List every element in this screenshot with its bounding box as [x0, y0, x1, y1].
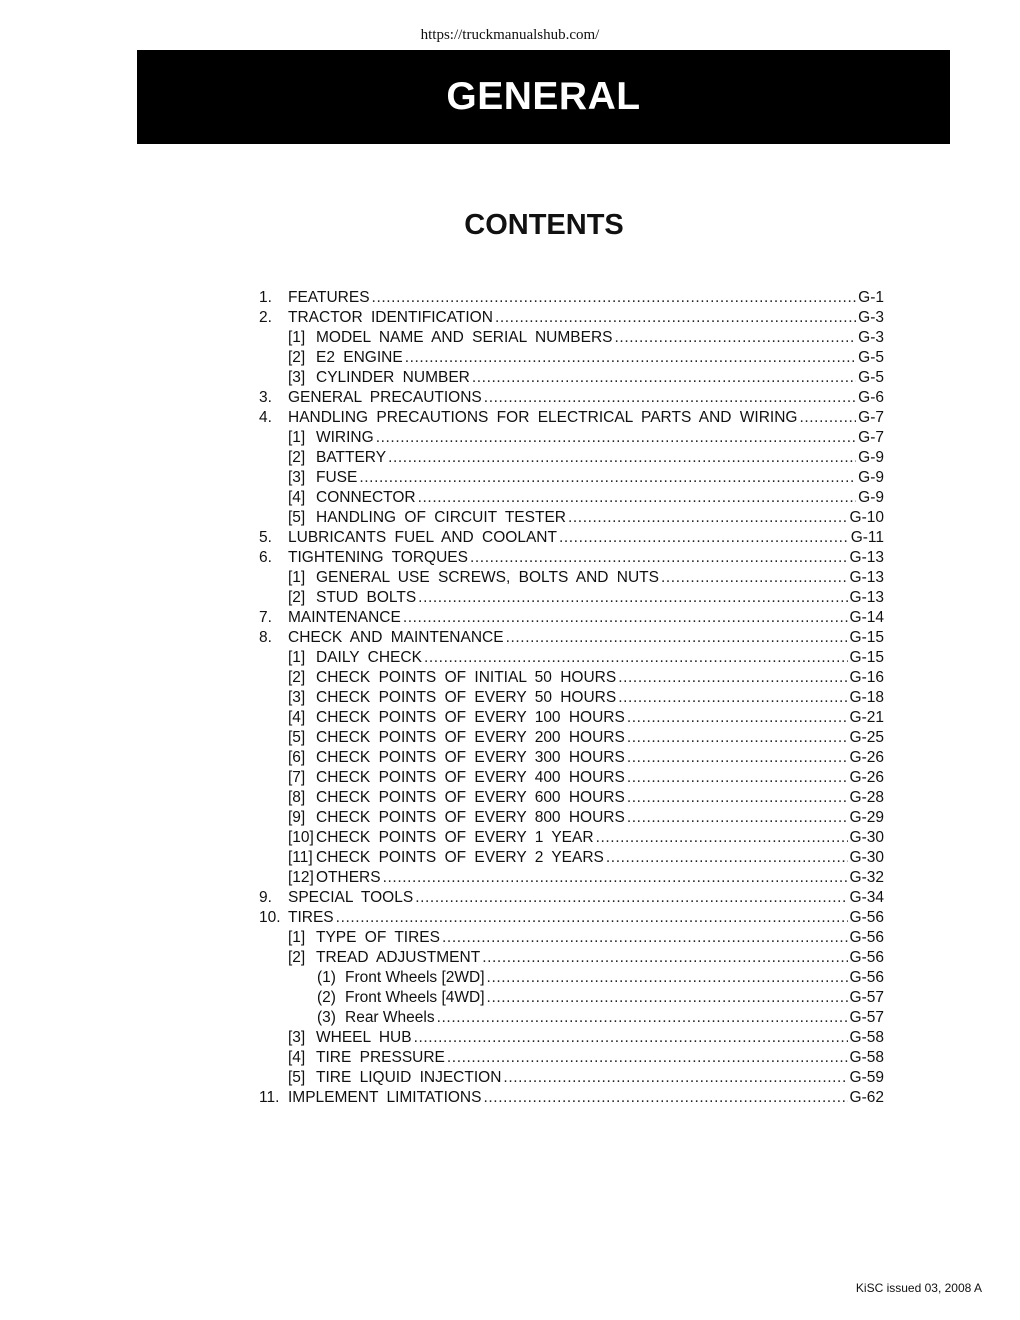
dot-leader: [336, 908, 848, 928]
toc-entry-number: [5]: [288, 729, 306, 746]
dot-leader: [618, 668, 847, 688]
toc-entry[interactable]: [259, 588, 884, 608]
toc-entry-title: Rear Wheels: [345, 1009, 435, 1026]
toc-entry-title: E2 ENGINE: [316, 349, 403, 366]
toc-entry-title: HANDLING OF CIRCUIT TESTER: [316, 509, 566, 526]
dot-leader: [661, 568, 848, 588]
toc-entry-title: MODEL NAME AND SERIAL NUMBERS: [316, 329, 613, 346]
toc-entry-page: G-59: [849, 1069, 884, 1086]
toc-entry-page: G-32: [849, 869, 884, 886]
toc-entry[interactable]: [259, 528, 884, 548]
toc-entry-title: TYPE OF TIRES: [316, 929, 440, 946]
toc-entry-page: G-5: [858, 369, 884, 386]
dot-leader: [424, 648, 848, 668]
dot-leader: [606, 848, 848, 868]
toc-entry-number: [1]: [288, 929, 306, 946]
toc-entry[interactable]: [259, 428, 884, 448]
toc-entry-title: TIRE PRESSURE: [316, 1049, 445, 1066]
dot-leader: [376, 428, 856, 448]
toc-entry[interactable]: [259, 488, 884, 508]
toc-entry-page: G-14: [849, 609, 884, 626]
toc-entry-page: G-58: [849, 1049, 884, 1066]
dot-leader: [487, 968, 848, 988]
toc-entry-page: G-56: [849, 909, 884, 926]
toc-entry-number: [9]: [288, 809, 306, 826]
toc-entry-title: CHECK POINTS OF INITIAL 50 HOURS: [316, 669, 617, 686]
toc-entry-number: 7.: [259, 609, 272, 626]
toc-entry-number: [2]: [288, 349, 306, 366]
dot-leader: [403, 608, 848, 628]
dot-leader: [418, 488, 857, 508]
dot-leader: [503, 1068, 847, 1088]
dot-leader: [359, 468, 856, 488]
toc-entry-title: Front Wheels [4WD]: [345, 989, 485, 1006]
toc-entry-number: [2]: [288, 949, 306, 966]
dot-leader: [495, 308, 856, 328]
toc-entry-number: [7]: [288, 769, 306, 786]
toc-entry-title: DAILY CHECK: [316, 649, 422, 666]
toc-entry-number: [3]: [288, 469, 306, 486]
toc-entry[interactable]: [259, 708, 884, 728]
toc-entry[interactable]: [259, 468, 884, 488]
toc-entry-title: MAINTENANCE: [288, 609, 401, 626]
dot-leader: [472, 368, 856, 388]
toc-entry-title: LUBRICANTS FUEL AND COOLANT: [288, 529, 557, 546]
toc-entry-title: CHECK AND MAINTENANCE: [288, 629, 504, 646]
toc-entry-number: 6.: [259, 549, 272, 566]
toc-entry[interactable]: [259, 1088, 884, 1108]
toc-entry-number: 5.: [259, 529, 272, 546]
toc-entry[interactable]: [259, 548, 884, 568]
toc-entry-number: [2]: [288, 589, 306, 606]
toc-entry-title: IMPLEMENT LIMITATIONS: [288, 1089, 482, 1106]
toc-entry-number: (3): [317, 1009, 336, 1026]
toc-entry-page: G-57: [849, 989, 884, 1006]
toc-entry-page: G-7: [858, 429, 884, 446]
toc-entry-page: G-13: [849, 549, 884, 566]
toc-entry-number: 3.: [259, 389, 272, 406]
toc-entry-page: G-28: [849, 789, 884, 806]
toc-entry-title: OTHERS: [316, 869, 381, 886]
toc-entry-page: G-58: [849, 1029, 884, 1046]
dot-leader: [487, 988, 848, 1008]
toc-entry-number: (2): [317, 989, 336, 1006]
toc-entry[interactable]: [259, 888, 884, 908]
toc-entry-title: BATTERY: [316, 449, 387, 466]
toc-entry[interactable]: [259, 828, 884, 848]
toc-entry[interactable]: [259, 968, 884, 988]
dot-leader: [415, 888, 847, 908]
toc-entry-title: TRACTOR IDENTIFICATION: [288, 309, 493, 326]
dot-leader: [627, 708, 848, 728]
toc-entry[interactable]: [259, 948, 884, 968]
toc-entry-page: G-9: [858, 469, 884, 486]
toc-entry[interactable]: [259, 1028, 884, 1048]
dot-leader: [372, 288, 857, 308]
toc-entry-number: [8]: [288, 789, 306, 806]
toc-entry-title: CHECK POINTS OF EVERY 300 HOURS: [316, 749, 625, 766]
dot-leader: [627, 748, 848, 768]
toc-entry-page: G-13: [849, 569, 884, 586]
toc-entry-title: FUSE: [316, 469, 358, 486]
dot-leader: [383, 868, 848, 888]
toc-entry[interactable]: [259, 728, 884, 748]
toc-entry[interactable]: [259, 688, 884, 708]
toc-entry-page: G-62: [849, 1089, 884, 1106]
toc-entry-title: CHECK POINTS OF EVERY 1 YEAR: [316, 829, 594, 846]
toc-entry[interactable]: [259, 448, 884, 468]
toc-entry-page: G-3: [858, 309, 884, 326]
toc-entry-number: [2]: [288, 669, 306, 686]
toc-entry-number: [3]: [288, 1029, 306, 1046]
toc-entry[interactable]: [259, 288, 884, 308]
toc-entry-number: [6]: [288, 749, 306, 766]
toc-entry-number: [1]: [288, 429, 306, 446]
dot-leader: [483, 1088, 847, 1108]
toc-entry-title: CHECK POINTS OF EVERY 200 HOURS: [316, 729, 625, 746]
dot-leader: [405, 348, 856, 368]
toc-entry-number: [3]: [288, 689, 306, 706]
toc-entry-number: [1]: [288, 329, 306, 346]
toc-entry[interactable]: [259, 908, 884, 928]
toc-entry[interactable]: [259, 928, 884, 948]
toc-entry-title: TIGHTENING TORQUES: [288, 549, 468, 566]
dot-leader: [627, 768, 848, 788]
toc-entry-number: [4]: [288, 709, 306, 726]
toc-entry-title: SPECIAL TOOLS: [288, 889, 414, 906]
toc-entry-page: G-13: [849, 589, 884, 606]
toc-entry-title: CONNECTOR: [316, 489, 416, 506]
toc-entry-number: 10.: [259, 909, 281, 926]
toc-entry-title: CHECK POINTS OF EVERY 400 HOURS: [316, 769, 625, 786]
toc-entry-title: CHECK POINTS OF EVERY 800 HOURS: [316, 809, 625, 826]
toc-entry-page: G-26: [849, 749, 884, 766]
dot-leader: [437, 1008, 848, 1028]
toc-entry[interactable]: [259, 328, 884, 348]
toc-entry[interactable]: [259, 768, 884, 788]
dot-leader: [470, 548, 848, 568]
toc-entry-title: CHECK POINTS OF EVERY 100 HOURS: [316, 709, 625, 726]
toc-entry-number: [10]: [288, 829, 314, 846]
dot-leader: [418, 588, 847, 608]
section-title: GENERAL: [446, 75, 641, 118]
toc-entry-number: [12]: [288, 869, 314, 886]
dot-leader: [482, 948, 847, 968]
toc-entry[interactable]: [259, 868, 884, 888]
toc-entry-title: FEATURES: [288, 289, 370, 306]
toc-entry-page: G-57: [849, 1009, 884, 1026]
toc-entry-page: G-9: [858, 489, 884, 506]
toc-entry[interactable]: [259, 408, 884, 428]
toc-entry-number: [3]: [288, 369, 306, 386]
section-banner: [137, 50, 950, 144]
toc-entry[interactable]: [259, 848, 884, 868]
toc-entry-number: [4]: [288, 489, 306, 506]
dot-leader: [627, 788, 848, 808]
toc-entry-page: G-30: [849, 829, 884, 846]
dot-leader: [568, 508, 848, 528]
toc-entry-page: G-18: [849, 689, 884, 706]
toc-entry-page: G-34: [849, 889, 884, 906]
toc-entry-number: (1): [317, 969, 336, 986]
toc-entry-title: CHECK POINTS OF EVERY 2 YEARS: [316, 849, 604, 866]
toc-entry-page: G-9: [858, 449, 884, 466]
toc-entry-page: G-6: [858, 389, 884, 406]
toc-entry-number: [5]: [288, 1069, 306, 1086]
toc-entry-title: WIRING: [316, 429, 374, 446]
issue-footer: KiSC issued 03, 2008 A: [855, 1281, 982, 1295]
toc-entry[interactable]: [259, 788, 884, 808]
toc-entry[interactable]: [259, 1048, 884, 1068]
toc-entry-page: G-3: [858, 329, 884, 346]
toc-entry[interactable]: [259, 368, 884, 388]
toc-entry[interactable]: [259, 988, 884, 1008]
toc-entry[interactable]: [259, 1068, 884, 1088]
toc-entry-page: G-29: [849, 809, 884, 826]
toc-entry-number: [4]: [288, 1049, 306, 1066]
toc-entry-title: GENERAL PRECAUTIONS: [288, 389, 482, 406]
toc-entry-title: TIRE LIQUID INJECTION: [316, 1069, 502, 1086]
toc-entry-title: CYLINDER NUMBER: [316, 369, 470, 386]
toc-entry-number: 8.: [259, 629, 272, 646]
toc-entry-number: 1.: [259, 289, 272, 306]
toc-entry-page: G-56: [849, 949, 884, 966]
toc-entry-number: 2.: [259, 309, 272, 326]
toc-entry[interactable]: [259, 808, 884, 828]
toc-entry-page: G-25: [849, 729, 884, 746]
toc-entry-page: G-26: [849, 769, 884, 786]
dot-leader: [799, 408, 856, 428]
toc-entry[interactable]: [259, 608, 884, 628]
toc-entry-title: HANDLING PRECAUTIONS FOR ELECTRICAL PARTS AND WIRING: [288, 409, 798, 426]
toc-entry-title: Front Wheels [2WD]: [345, 969, 485, 986]
dot-leader: [388, 448, 856, 468]
toc-entry-page: G-5: [858, 349, 884, 366]
toc-entry-title: TIRES: [288, 909, 334, 926]
toc-entry-page: G-56: [849, 969, 884, 986]
toc-entry-page: G-56: [849, 929, 884, 946]
toc-entry-title: WHEEL HUB: [316, 1029, 412, 1046]
dot-leader: [615, 328, 857, 348]
toc-entry-page: G-7: [858, 409, 884, 426]
toc-entry[interactable]: [259, 568, 884, 588]
toc-entry[interactable]: [259, 648, 884, 668]
toc-entry[interactable]: [259, 1008, 884, 1028]
toc-entry-title: TREAD ADJUSTMENT: [316, 949, 481, 966]
toc-entry-number: [5]: [288, 509, 306, 526]
source-url: https://truckmanualshub.com/: [420, 27, 600, 43]
toc-entry[interactable]: [259, 508, 884, 528]
toc-entry-number: [1]: [288, 649, 306, 666]
toc-entry-page: G-30: [849, 849, 884, 866]
toc-entry-number: [1]: [288, 569, 306, 586]
toc-entry-page: G-11: [850, 529, 884, 546]
toc-entry-number: [2]: [288, 449, 306, 466]
dot-leader: [442, 928, 848, 948]
dot-leader: [506, 628, 848, 648]
dot-leader: [447, 1048, 848, 1068]
toc-entry-page: G-15: [849, 649, 884, 666]
toc-entry[interactable]: [259, 348, 884, 368]
toc-entry-number: 4.: [259, 409, 272, 426]
toc-entry-page: G-15: [849, 629, 884, 646]
toc-entry-page: G-1: [858, 289, 884, 306]
dot-leader: [618, 688, 847, 708]
toc-entry-title: GENERAL USE SCREWS, BOLTS AND NUTS: [316, 569, 659, 586]
toc-entry-title: CHECK POINTS OF EVERY 600 HOURS: [316, 789, 625, 806]
toc-entry-number: 11.: [259, 1089, 280, 1106]
toc-entry[interactable]: [259, 308, 884, 328]
toc-entry[interactable]: [259, 628, 884, 648]
dot-leader: [484, 388, 856, 408]
toc-entry-page: G-10: [849, 509, 884, 526]
toc-entry-page: G-16: [849, 669, 884, 686]
toc-entry-number: 9.: [259, 889, 272, 906]
toc-entry-number: [11]: [288, 849, 313, 866]
toc-entry-page: G-21: [849, 709, 884, 726]
toc-entry-title: CHECK POINTS OF EVERY 50 HOURS: [316, 689, 617, 706]
toc-entry-title: STUD BOLTS: [316, 589, 417, 606]
dot-leader: [596, 828, 848, 848]
dot-leader: [559, 528, 849, 548]
toc-entry[interactable]: [259, 388, 884, 408]
dot-leader: [414, 1028, 848, 1048]
dot-leader: [627, 808, 848, 828]
dot-leader: [627, 728, 848, 748]
toc-entry[interactable]: [259, 748, 884, 768]
table-of-contents: [259, 288, 884, 1108]
contents-heading: CONTENTS: [464, 209, 624, 241]
toc-entry[interactable]: [259, 668, 884, 688]
